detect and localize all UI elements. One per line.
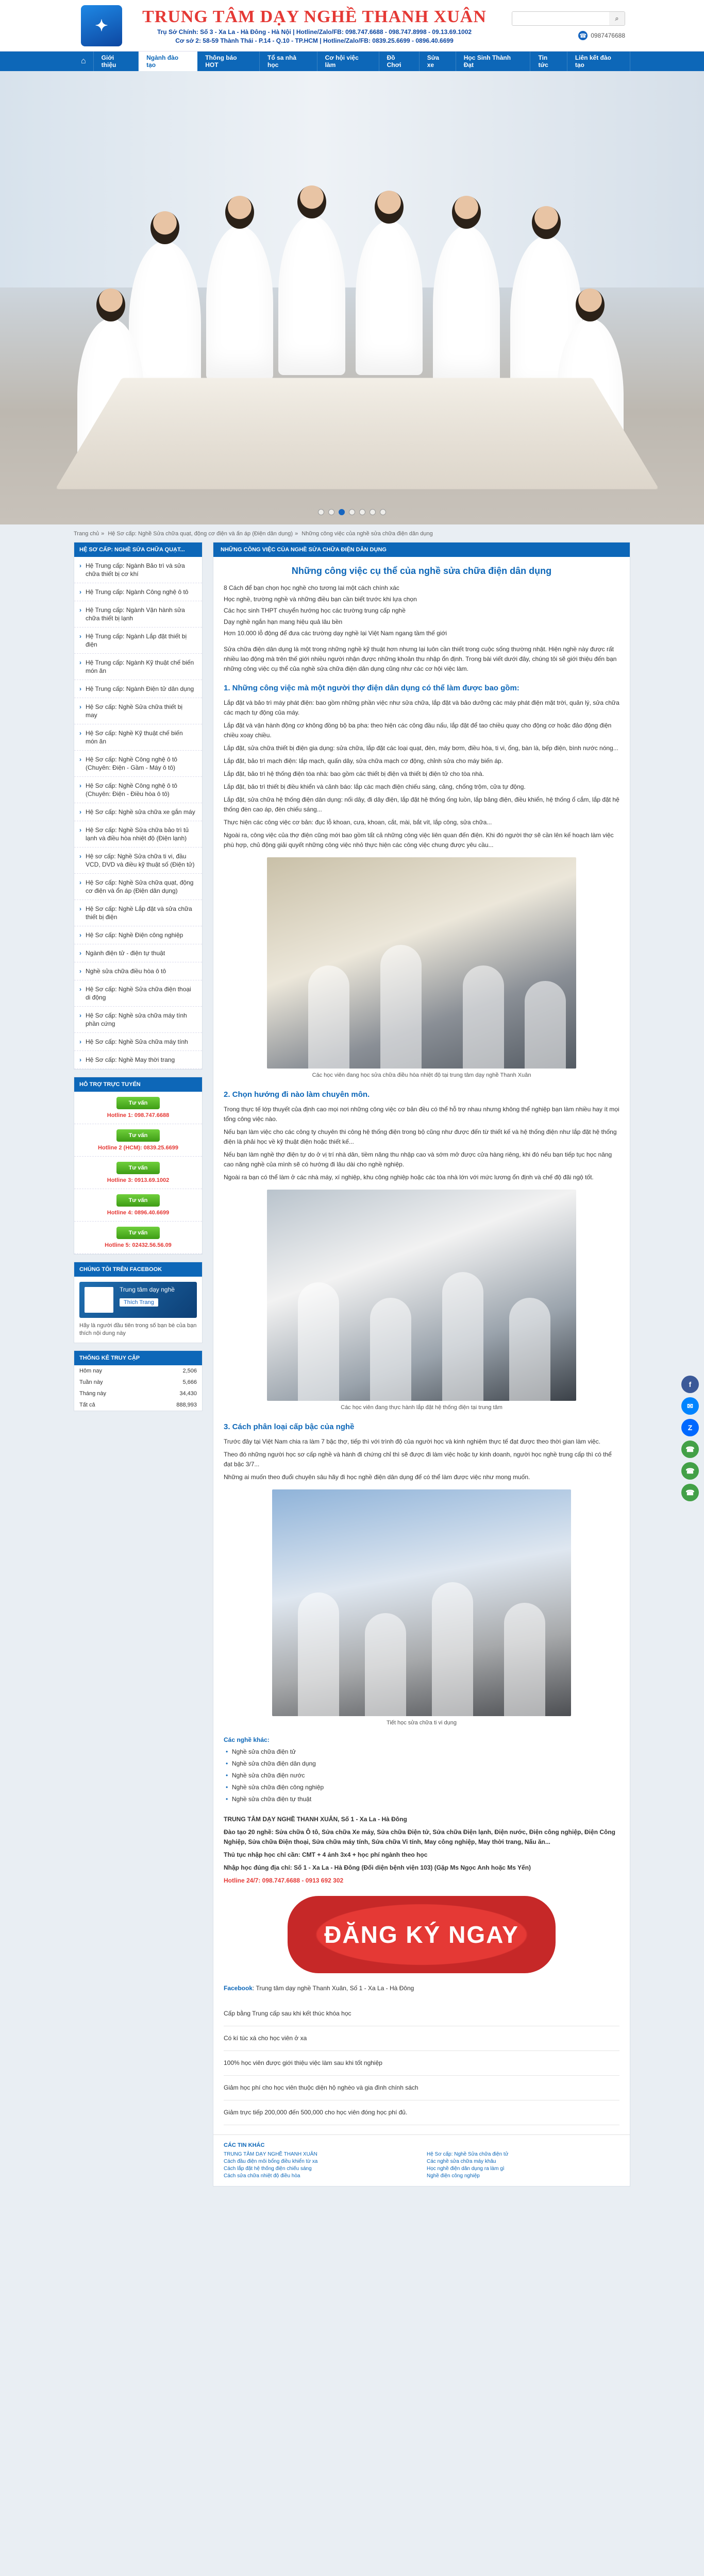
nav-item-co-hoi-viec-lam[interactable]: Cơ hội việc làm [317, 52, 379, 71]
support-hotline[interactable]: Hotline 1: 098.747.6688 [107, 1112, 170, 1118]
commitment-item: Có kí túc xá cho học viên ở xa [224, 2026, 619, 2051]
category-item[interactable]: › Hệ Sơ cấp: Nghề Sửa chữa bảo trì tủ lạnh và điều hòa nhiệt độ (Điện lạnh) [74, 821, 202, 848]
photo-caption: Các học viên đang học sửa chữa điều hòa nhiệt độ tại trung tâm dạy nghề Thanh Xuân [312, 1072, 531, 1078]
breadcrumb-home[interactable]: Trang chủ [74, 531, 99, 537]
stats-box-title: THỐNG KÊ TRUY CẬP [74, 1351, 202, 1365]
category-list [74, 557, 202, 1069]
stats-value: 34,430 [179, 1391, 197, 1397]
stats-label: Hôm nay [79, 1368, 103, 1374]
section-1-item: Lắp đặt, bảo trì mạch điện: lắp mạch, quấn dây, sửa chữa mạch cơ động, chỉnh sửa cho máy biến áp. [224, 757, 504, 765]
phone-icon[interactable]: ☎ [681, 1484, 699, 1501]
other-news-link[interactable]: TRUNG TÂM DẠY NGHỀ THANH XUÂN [224, 2151, 317, 2157]
logo[interactable]: ✦ [81, 5, 122, 46]
facebook-page-name: Trung tâm dạy nghề [120, 1286, 175, 1293]
support-hotline[interactable]: Hotline 2 (HCM): 0839.25.6699 [98, 1145, 178, 1151]
category-box [74, 542, 203, 1070]
photo-caption: Các học viên đang thực hành lắp đặt hệ thống điện tại trung tâm [341, 1404, 502, 1411]
nav-item-to-sa[interactable]: Tổ sa nhà học [260, 52, 317, 71]
nav-item-tin-tuc[interactable]: Tin tức [530, 52, 567, 71]
header-hotline[interactable] [578, 31, 625, 40]
article-panel-title: NHỮNG CÔNG VIỆC CỦA NGHỀ SỬA CHỮA ĐIỆN DÂN DỤNG [213, 543, 630, 557]
address-line-1: Trụ Sở Chính: Số 3 - Xa La - Hà Đông - Hà Nội | Hotline/Zalo/FB: 098.747.6688 - 098.747.8998 - 09.13.69.1002 [157, 28, 472, 36]
phone-icon[interactable]: ☎ [681, 1462, 699, 1480]
stats-label: Tháng này [79, 1391, 106, 1397]
facebook-box-title: CHÚNG TÔI TRÊN FACEBOOK [74, 1262, 202, 1277]
sidebar [74, 542, 203, 1418]
category-item[interactable]: › Hệ sơ cấp: Nghề Sửa chữa ti vi, đầu VCD, DVD và điều kỹ thuật số (Điện tử) [74, 848, 202, 874]
phone-icon[interactable]: ☎ [681, 1440, 699, 1458]
stats-box [74, 1350, 203, 1411]
facebook-like-button[interactable]: Thích Trang [120, 1298, 158, 1307]
slider-dot[interactable] [370, 509, 376, 515]
category-item[interactable]: › Hệ Trung cấp: Ngành Vận hành sửa chữa thiết bị lạnh [74, 601, 202, 628]
article-paragraph: Theo đó những người học sơ cấp nghề và hành đi chứng chỉ thì sẽ được đi làm việc hoặc tự kinh doanh, người học nghề trung cấp thì có thể đạt bậc 3/7... [224, 1451, 612, 1468]
article-photo [272, 1489, 571, 1716]
photo-caption: Tiết học sửa chữa ti vi dụng [387, 1720, 457, 1726]
breadcrumb-category[interactable]: Hệ Sơ cấp: Nghề Sửa chữa quạt, động cơ điện và ấn áp (Điện dân dụng) [108, 531, 293, 537]
article-paragraph: Nếu bạn làm nghề thợ điện tự do ở vị trí nhà dân, tiềm năng thu nhập cao và sớm mở được cửa hàng riêng, khi đó nếu bạn tiếp tục học nâng cao năng nghề của mình sẽ có hướng đi lâu dài cho nghề nghiệp. [224, 1151, 612, 1168]
slider-dot[interactable] [318, 509, 324, 515]
other-news-link[interactable]: Cách lắp đặt hệ thống điện chiếu sáng [224, 2166, 312, 2172]
phone-icon: ☎ [578, 31, 588, 40]
support-box-title: HỖ TRỢ TRỰC TUYẾN [74, 1077, 202, 1092]
consult-button[interactable]: Tư vấn [116, 1097, 160, 1109]
stats-table [74, 1365, 202, 1411]
slider-dot[interactable] [349, 509, 355, 515]
search-box [512, 11, 625, 26]
intro-link[interactable]: Các học sinh THPT chuyển hướng học các trường trung cấp nghề [224, 607, 406, 614]
category-item[interactable]: › Hệ Sơ cấp: Nghề Sửa chữa thiết bị may [74, 698, 202, 724]
slider-dot[interactable] [359, 509, 365, 515]
category-item[interactable]: › Hệ Sơ cấp: Nghề Điện công nghiệp [74, 926, 202, 944]
main-nav [0, 52, 704, 71]
intro-link[interactable]: Dạy nghề ngắn hạn mang hiệu quả lâu bền [224, 618, 343, 625]
consult-button[interactable]: Tư vấn [116, 1194, 160, 1207]
intro-link[interactable]: Học nghề, trường nghề và những điều bạn cần biết trước khi lựa chọn [224, 596, 417, 603]
category-item[interactable]: › Hệ Sơ cấp: Nghề sửa chữa máy tính phần cứng [74, 1007, 202, 1033]
stats-row [74, 1377, 202, 1388]
section-1-title: 1. Những công việc mà một người thợ điện dân dụng có thể làm được bao gồm: [224, 684, 519, 692]
support-item [74, 1222, 202, 1254]
section-3-title: 3. Cách phân loại cấp bậc của nghề [224, 1422, 355, 1431]
commitment-item: 100% học viên được giới thiệu việc làm sau khi tốt nghiệp [224, 2051, 619, 2076]
other-news-link[interactable]: Nghề điện công nghiệp [427, 2173, 480, 2179]
brand-name: TRUNG TÂM DẠY NGHỀ THANH XUÂN [142, 7, 487, 26]
address-line-2: Cơ sở 2: 58-59 Thành Thái - P.14 - Q.10 - TP.HCM | Hotline/Zalo/FB: 0839.25.6699 - 0896.40.6699 [175, 37, 454, 44]
article-paragraph: Những ai muốn theo đuổi chuyên sâu hãy đi học nghề điện dân dụng để có thể làm được việc như mong muốn. [224, 1473, 530, 1481]
category-item[interactable]: › Hệ Sơ cấp: Nghề Sửa chữa quạt, động cơ điện và ổn áp (Điện dân dụng) [74, 874, 202, 900]
register-button[interactable]: ĐĂNG KÝ NGAY [288, 1896, 556, 1973]
slider-dot[interactable] [328, 509, 334, 515]
facebook-box [74, 1262, 203, 1343]
other-news [213, 2134, 630, 2186]
breadcrumb-current: Những công việc của nghề sửa chữa điện dân dụng [301, 531, 433, 537]
stats-row [74, 1388, 202, 1399]
category-item[interactable]: › Ngành điện tử - điện tự thuật [74, 944, 202, 962]
category-item[interactable]: › Hệ Sơ cấp: Nghề Công nghệ ô tô (Chuyên: Điện - Gầm - Máy ô tô) [74, 751, 202, 777]
consult-button[interactable]: Tư vấn [116, 1227, 160, 1239]
stats-row [74, 1399, 202, 1411]
facebook-text: : Trung tâm dạy nghề Thanh Xuân, Số 1 - Xa La - Hà Đông [253, 1985, 414, 1992]
header-hotline-number: 0987476688 [591, 32, 625, 39]
category-item[interactable]: › Hệ Trung cấp: Ngành Công nghệ ô tô [74, 583, 202, 601]
contact-courses: Đào tạo 20 nghề: Sửa chữa Ô tô, Sửa chữa Xe máy, Sửa chữa Điện tử, Sửa chữa Điện lạnh, Điện nước, Điện công nghiệp, Điện Công Nghiệp, Sửa chữa Điện thoại, Sửa chữa máy tính, Sửa chữa Vi tính, May công nghiệp, May thời trang, Nấu ăn... [224, 1828, 616, 1845]
facebook-icon[interactable]: f [681, 1376, 699, 1393]
related-link[interactable]: • Nghề sửa chữa điện tử [224, 1747, 619, 1757]
stats-value: 2,506 [182, 1368, 197, 1374]
facebook-note: Hãy là người đầu tiên trong số bạn bè của bạn thích nội dung này [79, 1323, 197, 1336]
category-item[interactable]: › Hệ Sơ cấp: Nghề sửa chữa xe gắn máy [74, 803, 202, 821]
stats-value: 888,993 [176, 1402, 197, 1408]
section-1-item: Lắp đặt, sửa chữa hệ thống điện dân dụng: nối dây, đi dây điện, lắp đặt hệ thống ống luồn, lắp bảng điện, điều khiển, hệ thống ổ cắm, lắp đặt hệ thống đèn cao áp, đèn chiếu sáng... [224, 796, 619, 813]
section-1-note: Ngoài ra, công việc của thợ điện cũng mới bao gồm tất cả những công việc liên quan đến điện. Khi đó người thợ sẽ cần lên kế hoạch làm việc phù hợp, chủ động giải quyết những công việc nhỏ thực hiện các công việc chung được yêu cầu... [224, 832, 614, 849]
slider-dot-active[interactable] [339, 509, 345, 515]
article-paragraph: Trong thực tế lớp thuyết của định cao mọi nơi những công việc cơ bản đều có thể hỗ trợ nhau nhưng không thể nghiệp bạn làm nhiều hay ít mọi tổng công việc nào. [224, 1106, 619, 1123]
slider-dots [318, 509, 386, 515]
support-hotline[interactable]: Hotline 3: 0913.69.1002 [107, 1177, 170, 1183]
support-item [74, 1092, 202, 1124]
stats-value: 5,666 [182, 1379, 197, 1385]
category-item[interactable]: › Hệ Trung cấp: Ngành Lắp đặt thiết bị điện [74, 628, 202, 654]
commitment-item: Giảm trực tiếp 200,000 đến 500,000 cho học viên đóng học phí đủ. [224, 2100, 619, 2125]
nav-item-do-choi[interactable]: Đồ Chơi [379, 52, 420, 71]
section-1-item: Lắp đặt, bảo trì thiết bị điều khiển và cảnh báo: lắp các mạch điện chiếu sáng, cảng, chống trộm, cửa tự động. [224, 783, 526, 790]
support-item [74, 1157, 202, 1189]
article-photo [267, 1190, 576, 1401]
home-icon[interactable]: ⌂ [74, 52, 94, 71]
category-item[interactable]: › Hệ Sơ cấp: Nghề Sửa chữa điện thoại di động [74, 980, 202, 1007]
contact-address: Nhập học đúng địa chỉ: Số 1 - Xa La - Hà Đông (Đối diện bệnh viện 103) (Gặp Ms Ngọc Anh hoặc Ms Yến) [224, 1864, 531, 1871]
intro-links [224, 583, 619, 638]
section-1-item: Lắp đặt và vận hành động cơ không đồng bộ ba pha: theo hiện các công đầu nấu, lắp đặt để tao chiều quay cho động cơ hoặc đảo động điện chiều xoay chiều. [224, 722, 612, 739]
contact-title: TRUNG TÂM DẠY NGHỀ THANH XUÂN, Số 1 - Xa La - Hà Đông [224, 1816, 407, 1823]
zalo-icon[interactable]: Z [681, 1419, 699, 1436]
search-input[interactable] [512, 12, 609, 25]
section-1-item: Thực hiện các công việc cơ bản: đục lỗ khoan, cưa, khoan, cắt, mài, bắt vít, lắp công, sửa chữa... [224, 819, 492, 826]
breadcrumb: Trang chủ » Hệ Sơ cấp: Nghề Sửa chữa quạt, động cơ điện và ấn áp (Điện dân dụng) » Những công việc của nghề sửa chữa điện dân dụng [74, 531, 433, 537]
section-2-title: 2. Chọn hướng đi nào làm chuyên môn. [224, 1090, 370, 1099]
article-title: Những công việc cụ thể của nghề sửa chữa điện dân dụng [291, 566, 552, 576]
category-item[interactable]: › Hệ Sơ cấp: Nghề Kỹ thuật chế biến món ăn [74, 724, 202, 751]
stats-label: Tuần này [79, 1379, 103, 1385]
contact-block [224, 1815, 619, 1886]
facebook-label[interactable]: Facebook [224, 1985, 253, 1992]
facebook-line [224, 1984, 619, 1993]
other-news-link[interactable]: Các nghề sửa chữa máy khâu [427, 2159, 496, 2164]
section-1-item: Lắp đặt, bảo trì hệ thống điện tòa nhà: bao gồm các thiết bị điện và thiết bị điện tử cho tòa nhà. [224, 770, 484, 777]
nav-item-lien-ket[interactable]: Liên kết đào tạo [567, 52, 630, 71]
category-item[interactable]: › Hệ Sơ cấp: Nghề Lắp đặt và sửa chữa thiết bị điện [74, 900, 202, 926]
other-news-link[interactable]: Hệ Sơ cấp: Nghề Sửa chữa điện tử [427, 2151, 509, 2157]
contact-hotline[interactable]: Hotline 24/7: 098.747.6688 - 0913 692 302 [224, 1877, 344, 1884]
related-link[interactable]: • Nghề sửa chữa điện nước [224, 1771, 619, 1781]
facebook-page-card[interactable] [79, 1282, 197, 1318]
section-1-item: Lắp đặt, sửa chữa thiết bị điện gia dụng: sửa chữa, lắp đặt các loại quạt, đèn, máy bơm, điều hòa, ti vi, ổng, bàn là, bếp điện, bình nước nóng... [224, 744, 618, 752]
search-icon[interactable]: ⌕ [609, 12, 625, 25]
commitment-list [224, 2002, 619, 2125]
section-1-item: Lắp đặt và bảo trì máy phát điện: bao gồm những phần việc như sửa chữa, lắp đặt và bảo dưỡng các máy phát điện mặt trời, quản lý, sửa chữa các mạch tự động của máy. [224, 699, 619, 716]
support-hotline[interactable]: Hotline 4: 0896.40.6699 [107, 1210, 170, 1216]
article [213, 557, 630, 2134]
other-news-title: CÁC TIN KHÁC [224, 2142, 265, 2148]
nav-item-gioi-thieu[interactable]: Giới thiệu [94, 52, 139, 71]
consult-button[interactable]: Tư vấn [116, 1129, 160, 1142]
article-panel [213, 542, 630, 2187]
support-item [74, 1124, 202, 1157]
support-box [74, 1077, 203, 1255]
stats-row [74, 1365, 202, 1377]
nav-item-sua-xe[interactable]: Sửa xe [420, 52, 456, 71]
hero-banner [0, 71, 704, 524]
facebook-avatar [85, 1287, 113, 1313]
related-link[interactable]: • Nghề sửa chữa điện công nghiệp [224, 1783, 619, 1792]
other-news-link[interactable]: Học nghề điện dân dụng ra làm gì [427, 2166, 505, 2172]
related-title: Các nghề khác: [224, 1736, 270, 1743]
messenger-icon[interactable]: ✉ [681, 1397, 699, 1415]
category-box-title: HỆ SƠ CẤP: NGHỀ SỬA CHỮA QUẠT... [74, 543, 202, 557]
support-item [74, 1189, 202, 1222]
article-paragraph: Nếu bạn làm việc cho các công ty chuyên thi công hệ thống điện trong bộ cũng như được đến từ thiết kế và hệ thống điện như lắp đặt hệ thống điện là phải học về kỹ thuật điện hoặc thiết kế... [224, 1128, 617, 1145]
intro-link[interactable]: 8 Cách để bạn chọn học nghề cho tương lai một cách chính xác [224, 584, 399, 591]
nav-item-hoc-sinh-thanh-dat[interactable]: Học Sinh Thành Đạt [456, 52, 531, 71]
category-item[interactable]: › Hệ Trung cấp: Ngành Điện tử dân dụng [74, 680, 202, 698]
category-item[interactable]: › Hệ Trung cấp: Ngành Bảo trì và sửa chữa thiết bị cơ khí [74, 557, 202, 583]
article-paragraph: Ngoài ra bạn có thể làm ở các nhà máy, xí nghiệp, khu công nghiệp hoặc các tòa nhà lớn với mức lương ổn định và chế độ đãi ngộ tốt. [224, 1174, 594, 1181]
commitment-item: Cấp bằng Trung cấp sau khi kết thúc khóa học [224, 2002, 619, 2026]
site-header [0, 0, 704, 52]
brand [122, 7, 507, 44]
slider-dot[interactable] [380, 509, 386, 515]
contact-procedure: Thủ tục nhập học chỉ cần: CMT + 4 ảnh 3x4 + học phí ngành theo học [224, 1851, 428, 1858]
related-link[interactable]: • Nghề sửa chữa điện dân dụng [224, 1759, 619, 1769]
support-hotline[interactable]: Hotline 5: 02432.56.56.09 [105, 1242, 172, 1248]
category-item[interactable]: › Hệ Trung cấp: Ngành Kỹ thuật chế biến món ăn [74, 654, 202, 680]
nav-item-thong-bao[interactable]: Thông báo HOT [197, 52, 260, 71]
category-item[interactable]: › Hệ Sơ cấp: Nghề May thời trang [74, 1051, 202, 1069]
intro-link[interactable]: Hơn 10.000 lỗ động để đưa các trường dạy nghề lại Việt Nam ngang tầm thế giới [224, 630, 447, 637]
category-item[interactable]: › Hệ Sơ cấp: Nghề Công nghệ ô tô (Chuyên: Điện - Điều hòa ô tô) [74, 777, 202, 803]
commitment-item: Giảm học phí cho học viên thuộc diện hộ nghèo và gia đình chính sách [224, 2076, 619, 2100]
stats-label: Tất cả [79, 1402, 95, 1408]
related-jobs [224, 1735, 619, 1804]
article-photo [267, 857, 576, 1069]
category-item[interactable]: › Hệ Sơ cấp: Nghề Sửa chữa máy tính [74, 1033, 202, 1051]
consult-button[interactable]: Tư vấn [116, 1162, 160, 1174]
nav-item-nganh-dao-tao[interactable]: Ngành đào tạo [139, 52, 197, 71]
category-item[interactable]: › Nghề sửa chữa điều hòa ô tô [74, 962, 202, 980]
other-news-link[interactable]: Cách sửa chữa nhiệt độ điều hòa [224, 2173, 300, 2179]
floating-contact-bar [681, 1376, 699, 1501]
article-paragraph: Trước đây tại Việt Nam chia ra làm 7 bậc thợ, tiếp thì với trình độ của người học và kinh nghiệm thực tế đạt được theo thời gian làm việc. [224, 1438, 601, 1445]
related-link[interactable]: • Nghề sửa chữa điện tự thuật [224, 1794, 619, 1804]
other-news-link[interactable]: Cách đầu điện môi bổng điều khiển từ xa [224, 2159, 318, 2164]
article-paragraph: Sửa chữa điện dân dụng là một trong những nghề kỹ thuật hơn nhưng lại luôn cần thiết trong cuộc sống thường nhật. Hiện nghề này được rất nhiều lao động mà trên thế giới nhiều người nhận được những khoản thu nhập ổn định. Trong bài viết dưới đây, chúng tôi sẽ giới thiệu đến bạn những công việc cụ thể của nghề sửa chữa điện dân dụng cũng như các cơ hội việc làm. [224, 646, 617, 672]
